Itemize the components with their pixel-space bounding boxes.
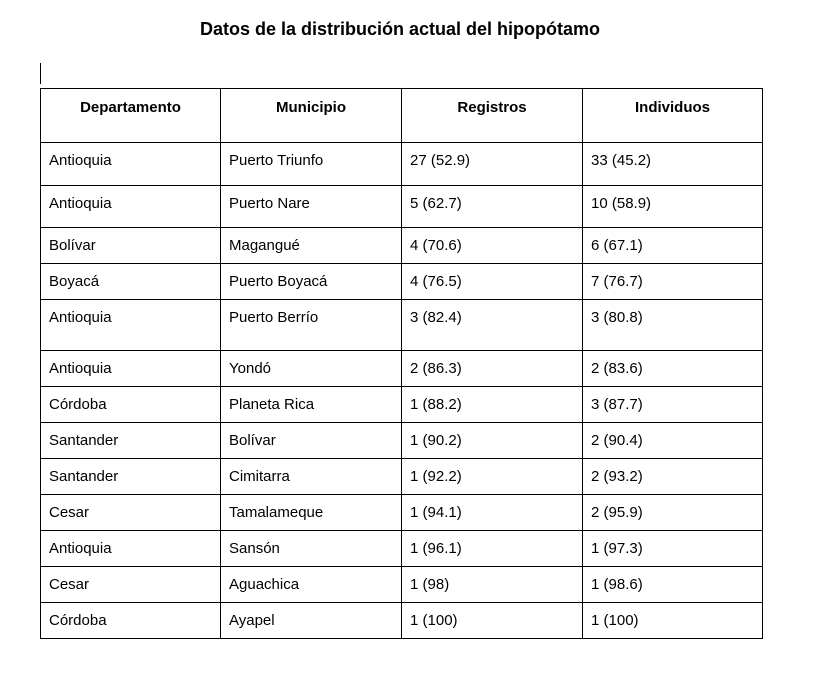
cell-departamento: Cesar [41,495,221,531]
table-row [41,186,763,228]
document-title: Datos de la distribución actual del hipopótamo [199,19,601,39]
cell-municipio: Bolívar [221,423,402,459]
cell-departamento: Antioquia [41,351,221,387]
table-row [41,228,763,264]
cell-registros: 1 (96.1) [402,531,583,567]
table-header-row [41,89,763,143]
table-row [41,351,763,387]
cell-municipio: Puerto Triunfo [221,143,402,186]
cell-departamento: Antioquia [41,300,221,351]
cell-municipio: Magangué [221,228,402,264]
cell-departamento: Bolívar [41,228,221,264]
cell-municipio: Puerto Nare [221,186,402,228]
header-registros: Registros [402,89,583,143]
table-row [41,423,763,459]
table-row [41,567,763,603]
text-cursor [40,63,41,84]
cell-individuos: 1 (97.3) [583,531,763,567]
cell-registros: 1 (90.2) [402,423,583,459]
cell-registros: 4 (70.6) [402,228,583,264]
table-row [41,603,763,639]
cell-individuos: 2 (90.4) [583,423,763,459]
cell-departamento: Santander [41,459,221,495]
cell-individuos: 2 (83.6) [583,351,763,387]
cell-individuos: 6 (67.1) [583,228,763,264]
cell-individuos: 33 (45.2) [583,143,763,186]
table-row [41,300,763,351]
cell-individuos: 1 (100) [583,603,763,639]
cell-registros: 1 (100) [402,603,583,639]
cell-departamento: Antioquia [41,143,221,186]
cell-individuos: 1 (98.6) [583,567,763,603]
cell-individuos: 2 (95.9) [583,495,763,531]
cell-registros: 3 (82.4) [402,300,583,351]
cell-individuos: 7 (76.7) [583,264,763,300]
cell-departamento: Antioquia [41,186,221,228]
cell-registros: 4 (76.5) [402,264,583,300]
cell-registros: 1 (92.2) [402,459,583,495]
cell-registros: 1 (98) [402,567,583,603]
cell-departamento: Córdoba [41,603,221,639]
cell-departamento: Cesar [41,567,221,603]
cell-individuos: 3 (87.7) [583,387,763,423]
cell-individuos: 3 (80.8) [583,300,763,351]
table-row [41,495,763,531]
cell-municipio: Ayapel [221,603,402,639]
cell-registros: 1 (94.1) [402,495,583,531]
cell-municipio: Planeta Rica [221,387,402,423]
cell-individuos: 10 (58.9) [583,186,763,228]
cell-departamento: Boyacá [41,264,221,300]
table-row [41,459,763,495]
header-municipio: Municipio [221,89,402,143]
cell-registros: 5 (62.7) [402,186,583,228]
header-individuos: Individuos [583,89,763,143]
cell-departamento: Córdoba [41,387,221,423]
cell-municipio: Cimitarra [221,459,402,495]
cell-departamento: Santander [41,423,221,459]
table-row [41,531,763,567]
cell-departamento: Antioquia [41,531,221,567]
cell-municipio: Puerto Boyacá [221,264,402,300]
cell-registros: 2 (86.3) [402,351,583,387]
cell-individuos: 2 (93.2) [583,459,763,495]
table-row [41,387,763,423]
cell-municipio: Sansón [221,531,402,567]
header-departamento: Departamento [41,89,221,143]
cell-municipio: Aguachica [221,567,402,603]
cell-registros: 1 (88.2) [402,387,583,423]
data-table [40,88,763,639]
table-row [41,264,763,300]
cell-municipio: Yondó [221,351,402,387]
cell-municipio: Tamalameque [221,495,402,531]
cell-registros: 27 (52.9) [402,143,583,186]
table-row [41,143,763,186]
cell-municipio: Puerto Berrío [221,300,402,351]
